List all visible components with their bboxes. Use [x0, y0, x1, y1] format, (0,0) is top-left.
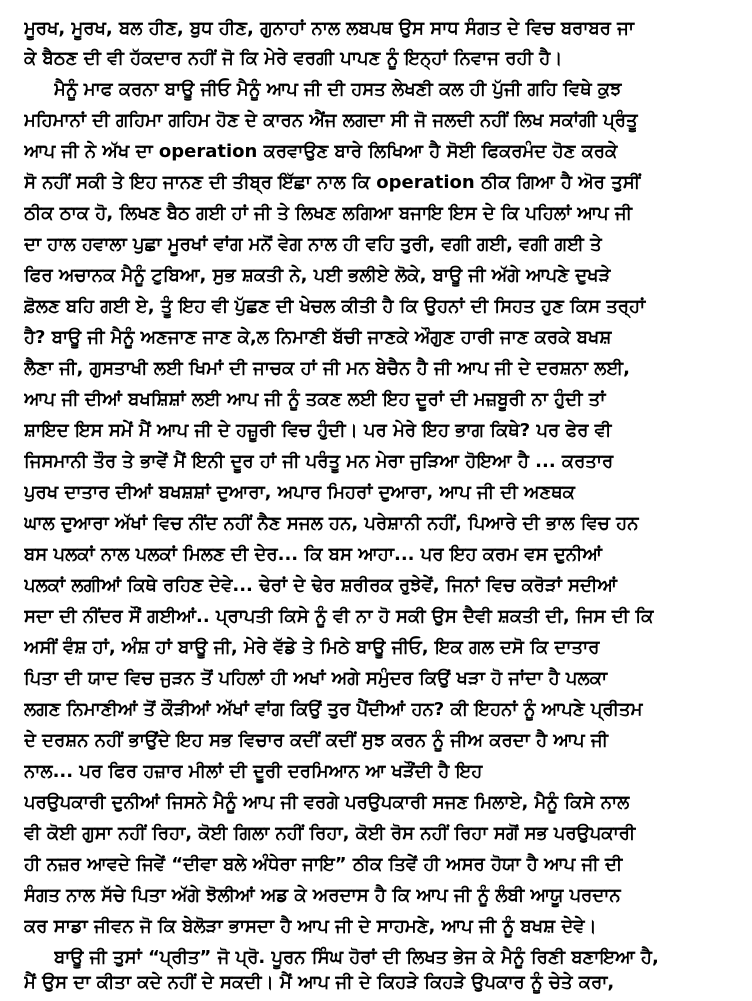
text-line: ਆਪ ਜੀ ਦੀਆਂ ਬਖਸ਼ਿਸ਼ਾਂ ਲਈ ਆਪ ਜੀ ਨੂੰ ਤਕਣ ਲਈ ਇਹ ਦੂਰਾਂ ਦੀ ਮਜ਼ਬੂਰੀ ਨਾ ਹੁੰਦੀ ਤਾਂ — [24, 389, 606, 410]
text-line: ਕੇ ਬੈਠਣ ਦੀ ਵੀ ਹੱਕਦਾਰ ਨਹੀਂ ਜੋ ਕਿ ਮੇਰੇ ਵਰਗੀ ਪਾਪਣ ਨੂੰ ਇਨ੍ਹਾਂ ਨਿਵਾਜ ਰਹੀ ਹੈ। — [24, 48, 563, 69]
text-line: ਅਸੀਂ ਵੰਸ਼ ਹਾਂ, ਅੰਸ਼ ਹਾਂ ਬਾਊ ਜੀ, ਮੇਰੇ ਵੱਡੇ ਤੇ ਮਿਠੇ ਬਾਊ ਜੀਓ, ਇਕ ਗਲ ਦਸੋ ਕਿ ਦਾਤਾਰ — [24, 637, 600, 658]
text-line: ਪਲਕਾਂ ਲਗੀਆਂ ਕਿਥੇ ਰਹਿਣ ਦੇਵੇ... ਢੇਰਾਂ ਦੇ ਢੇਰ ਸ਼ਰੀਰਕ ਰੁਝੇਵੇਂ, ਜਿਨਾਂ ਵਿਚ ਕਰੋੜਾਂ ਸਦੀਆਂ — [24, 575, 618, 596]
text-line: ਸੋ ਨਹੀਂ ਸਕੀ ਤੇ ਇਹ ਜਾਨਣ ਦੀ ਤੀਬ੍ਰ ਇੱਛਾ ਨਾਲ ਕਿ operation ਠੀਕ ਗਿਆ ਹੈ ਅੋਰ ਤੁਸੀਂ — [24, 172, 641, 193]
text-line: ਪਰਉਪਕਾਰੀ ਦੁਨੀਆਂ ਜਿਸਨੇ ਮੈਨੂੰ ਆਪ ਜੀ ਵਰਗੇ ਪਰਉਪਕਾਰੀ ਸਜਣ ਮਿਲਾਏ, ਮੈਨੂੰ ਕਿਸੇ ਨਾਲ — [24, 792, 630, 813]
text-line: ਸਦਾ ਦੀ ਨੀਂਦਰ ਸੌਂ ਗਈਆਂ.. ਪ੍ਰਾਪਤੀ ਕਿਸੇ ਨੂੰ ਵੀ ਨਾ ਹੋ ਸਕੀ ਉਸ ਦੈਵੀ ਸ਼ਕਤੀ ਦੀ, ਜਿਸ ਦੀ ਕਿ — [24, 606, 654, 627]
text-line: ਬਾਊ ਜੀ ਤੁਸਾਂ “ਪ੍ਰੀਤ” ਜੋ ਪ੍ਰੋ. ਪੂਰਨ ਸਿੰਘ ਹੋਰਾਂ ਦੀ ਲਿਖਤ ਭੇਜ ਕੇ ਮੈਨੂੰ ਰਿਣੀ ਬਣਾਇਆ ਹੈ, — [54, 947, 659, 968]
text-line: ਕਰ ਸਾਡਾ ਜੀਵਨ ਜੋ ਕਿ ਬੇਲੋੜਾ ਭਾਸਦਾ ਹੈ ਆਪ ਜੀ ਦੇ ਸਾਹਮਣੇ, ਆਪ ਜੀ ਨੂੰ ਬਖਸ਼ ਦੇਵੇ। — [24, 916, 597, 937]
text-line: ਫਿਰ ਅਚਾਨਕ ਮੈਨੂੰ ਟੁਬਿਆ, ਸੁਭ ਸ਼ਕਤੀ ਨੇ, ਪਈ ਭਲੀਏ ਲੋਕੇ, ਬਾਊ ਜੀ ਅੱਗੇ ਆਪਣੇ ਦੁਖੜੇ — [24, 265, 611, 286]
text-line: ਨਾਲ... ਪਰ ਫਿਰ ਹਜ਼ਾਰ ਮੀਲਾਂ ਦੀ ਦੂਰੀ ਦਰਮਿਆਨ ਆ ਖੜੌਂਦੀ ਹੈ ਇਹ — [24, 761, 483, 782]
text-line: ਮੂਰਖ, ਮੂਰਖ, ਬਲ ਹੀਣ, ਬੁਧ ਹੀਣ, ਗੁਨਾਹਾਂ ਨਾਲ ਲਬਪਥ ਉਸ ਸਾਧ ਸੰਗਤ ਦੇ ਵਿਚ ਬਰਾਬਰ ਜਾ — [24, 18, 635, 39]
text-line: ਲਗਣ ਨਿਮਾਣੀਆਂ ਤੋਂ ਕੌੜੀਆਂ ਅੱਖਾਂ ਵਾਂਗ ਕਿਉਂ ਤੁਰ ਪੈਂਦੀਆਂ ਹਨ? ਕੀ ਇਹਨਾਂ ਨੂੰ ਆਪਣੇ ਪ੍ਰੀਤਮ — [24, 699, 643, 720]
text-line: ਮਹਿਮਾਨਾਂ ਦੀ ਗਹਿਮਾ ਗਹਿਮ ਹੋਣ ਦੇ ਕਾਰਨ ਐਂਜ ਲਗਦਾ ਸੀ ਜੋ ਜਲਦੀ ਨਹੀਂ ਲਿਖ ਸਕਾਂਗੀ ਪ੍ਰੰਤੂ — [24, 110, 638, 131]
text-line: ਵੀ ਕੋਈ ਗੁਸਾ ਨਹੀਂ ਰਿਹਾ, ਕੋਈ ਗਿਲਾ ਨਹੀਂ ਰਿਹਾ, ਕੋਈ ਰੋਸ ਨਹੀਂ ਰਿਹਾ ਸਗੋਂ ਸਭ ਪਰਉਪਕਾਰੀ — [24, 823, 636, 844]
text-line: ਸੰਗਤ ਨਾਲ ਸੱਚੇ ਪਿਤਾ ਅੱਗੇ ਝੋਲੀਆਂ ਅਡ ਕੇ ਅਰਦਾਸ ਹੈ ਕਿ ਆਪ ਜੀ ਨੂੰ ਲੰਬੀ ਆਯੂ ਪਰਦਾਨ — [24, 885, 621, 906]
text-line: ਬਸ ਪਲਕਾਂ ਨਾਲ ਪਲਕਾਂ ਮਿਲਣ ਦੀ ਦੇਰ... ਕਿ ਬਸ ਆਹਾ... ਪਰ ਇਹ ਕਰਮ ਵਸ ਦੁਨੀਆਂ — [24, 544, 603, 565]
text-line: ਦਾ ਹਾਲ ਹਵਾਲਾ ਪੁਛਾ ਮੂਰਖਾਂ ਵਾਂਗ ਮਨੋਂ ਵੇਗ ਨਾਲ ਹੀ ਵਹਿ ਤੁਰੀ, ਵਗੀ ਗਈ, ਵਗੀ ਗਈ ਤੇ — [24, 234, 602, 255]
text-line: ਮੈਂ ਉਸ ਦਾ ਕੀਤਾ ਕਦੇ ਨਹੀਂ ਦੇ ਸਕਦੀ। ਮੈਂ ਆਪ ਜੀ ਦੇ ਕਿਹੜੇ ਕਿਹੜੇ ਉਪਕਾਰ ਨੂੰ ਚੇਤੇ ਕਰਾ, — [24, 972, 615, 993]
text-line: ਹੈ? ਬਾਊ ਜੀ ਮੈਨੂੰ ਅਣਜਾਣ ਜਾਣ ਕੇ,ਲ ਨਿਮਾਣੀ ਬੱਚੀ ਜਾਣਕੇ ਔਗੁਣ ਹਾਰੀ ਜਾਣ ਕਰਕੇ ਬਖਸ਼ — [24, 327, 612, 348]
text-line: ਪੁਰਖ ਦਾਤਾਰ ਦੀਆਂ ਬਖਸ਼ਸ਼ਾਂ ਦੁਆਰਾ, ਅਪਾਰ ਮਿਹਰਾਂ ਦੁਆਰਾ, ਆਪ ਜੀ ਦੀ ਅਣਥਕ — [24, 482, 575, 503]
text-line: ਦੇ ਦਰਸ਼ਨ ਨਹੀਂ ਭਾਉਂਦੇ ਇਹ ਸਭ ਵਿਚਾਰ ਕਦੀਂ ਕਦੀਂ ਸੁਝ ਕਰਨ ਨੂੰ ਜੀਅ ਕਰਦਾ ਹੈ ਆਪ ਜੀ — [24, 730, 609, 751]
text-line: ਸ਼ਾਇਦ ਇਸ ਸਮੇਂ ਮੈਂ ਆਪ ਜੀ ਦੇ ਹਜ਼ੂਰੀ ਵਿਚ ਹੁੰਦੀ। ਪਰ ਮੇਰੇ ਇਹ ਭਾਗ ਕਿਥੇ? ਪਰ ਫੇਰ ਵੀ — [24, 420, 612, 441]
text-line: ਘਾਲ ਦੁਆਰਾ ਅੱਖਾਂ ਵਿਚ ਨੀਂਦ ਨਹੀਂ ਨੈਣ ਸਜਲ ਹਨ, ਪਰੇਸ਼ਾਨੀ ਨਹੀਂ, ਪਿਆਰੇ ਦੀ ਭਾਲ ਵਿਚ ਹਨ — [24, 513, 639, 534]
text-line: ਜਿਸਮਾਨੀ ਤੌਰ ਤੇ ਭਾਵੇਂ ਮੈਂ ਇਨੀ ਦੂਰ ਹਾਂ ਜੀ ਪਰੰਤੂ ਮਨ ਮੇਰਾ ਜੁੜਿਆ ਹੋਇਆ ਹੈ ... ਕਰਤਾਰ — [24, 451, 614, 472]
text-line: ਫ਼ੋਲਣ ਬਹਿ ਗਈ ਏ, ਤੂੰ ਇਹ ਵੀ ਪੁੱਛਣ ਦੀ ਖੇਚਲ ਕੀਤੀ ਹੈ ਕਿ ਉਹਨਾਂ ਦੀ ਸਿਹਤ ਹੁਣ ਕਿਸ ਤਰ੍ਹਾਂ — [24, 296, 646, 317]
text-line: ਮੈਨੂੰ ਮਾਫ ਕਰਨਾ ਬਾਊ ਜੀਓ ਮੈਨੂੰ ਆਪ ਜੀ ਦੀ ਹਸਤ ਲੇਖਣੀ ਕਲ ਹੀ ਪੁੱਜੀ ਗਹਿ ਵਿਥੇ ਕੁਝ — [54, 79, 622, 100]
text-line: ਪਿਤਾ ਦੀ ਯਾਦ ਵਿਚ ਜੁੜਨ ਤੋਂ ਪਹਿਲਾਂ ਹੀ ਅਖਾਂ ਅਗੇ ਸਮੁੰਦਰ ਕਿਉਂ ਖੜਾ ਹੋ ਜਾਂਦਾ ਹੈ ਪਲਕਾ — [24, 668, 608, 689]
text-line: ਲੈਣਾ ਜੀ, ਗੁਸਤਾਖੀ ਲਈ ਖਿਮਾਂ ਦੀ ਜਾਚਕ ਹਾਂ ਜੀ ਮਨ ਬੇਚੈਨ ਹੈ ਜੀ ਆਪ ਜੀ ਦੇ ਦਰਸ਼ਨਾ ਲਈ, — [24, 358, 630, 379]
text-line: ਹੀ ਨਜ਼ਰ ਆਵਦੇ ਜਿਵੇਂ “ਦੀਵਾ ਬਲੇ ਅੰਧੇਰਾ ਜਾਇ” ਠੀਕ ਤਿਵੇਂ ਹੀ ਅਸਰ ਹੋਯਾ ਹੈ ਆਪ ਜੀ ਦੀ — [24, 854, 623, 875]
text-line: ਆਪ ਜੀ ਨੇ ਅੱਖ ਦਾ operation ਕਰਵਾਉਣ ਬਾਰੇ ਲਿਖਿਆ ਹੈ ਸੋਈ ਫਿਕਰਮੰਦ ਹੋਣ ਕਰਕੇ — [24, 141, 618, 162]
text-line: ਠੀਕ ਠਾਕ ਹੋ, ਲਿਖਣ ਬੈਠ ਗਈ ਹਾਂ ਜੀ ਤੇ ਲਿਖਣ ਲਗਿਆ ਬਜਾਇ ਇਸ ਦੇ ਕਿ ਪਹਿਲਾਂ ਆਪ ਜੀ — [24, 203, 633, 224]
